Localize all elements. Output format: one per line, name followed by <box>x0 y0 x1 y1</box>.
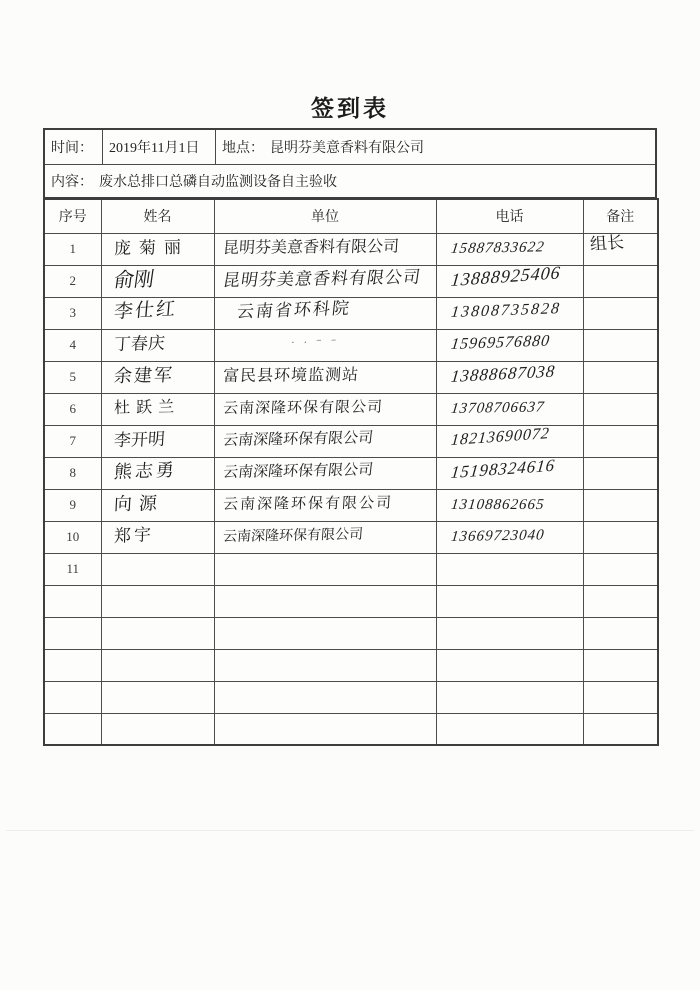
col-header-phone: 电话 <box>436 199 583 233</box>
col-header-name: 姓名 <box>101 199 214 233</box>
handwritten-unit: 富民县环境监测站 <box>222 366 360 386</box>
table-row <box>44 393 658 425</box>
name-cell <box>101 713 214 745</box>
header-row <box>44 199 658 233</box>
phone-cell <box>436 329 583 361</box>
name-cell <box>101 361 214 393</box>
unit-cell <box>214 329 436 361</box>
content-cell <box>45 165 655 197</box>
name-cell <box>101 489 214 521</box>
handwritten-name: 丁春庆 <box>112 333 166 354</box>
note-cell <box>583 393 658 425</box>
handwritten-name: 余建军 <box>112 364 175 387</box>
row-no: 6 <box>44 393 101 425</box>
time-value: 2019年11月1日 <box>103 130 216 164</box>
phone-cell <box>436 553 583 585</box>
col-header-unit: 单位 <box>214 199 436 233</box>
unit-cell <box>214 233 436 265</box>
handwritten-phone: 13808735828 <box>449 300 562 322</box>
handwritten-unit: 云南省环科院 <box>235 297 352 322</box>
name-cell <box>101 457 214 489</box>
handwritten-unit: 云南深隆环保有限公司 <box>222 495 394 514</box>
unit-cell <box>214 297 436 329</box>
unit-cell <box>214 521 436 553</box>
phone-cell <box>436 425 583 457</box>
phone-cell <box>436 681 583 713</box>
row-no: 11 <box>44 553 101 585</box>
table-row <box>44 361 658 393</box>
handwritten-phone: 13108862665 <box>449 497 545 513</box>
row-no <box>44 585 101 617</box>
table-row <box>44 489 658 521</box>
handwritten-phone: 13888925406 <box>449 262 562 291</box>
table-row <box>44 329 658 361</box>
row-no: 9 <box>44 489 101 521</box>
unit-cell <box>214 265 436 297</box>
handwritten-name: 李仕红 <box>112 298 178 324</box>
unit-cell <box>214 649 436 681</box>
unit-cell <box>214 681 436 713</box>
handwritten-name: 俞刚 <box>111 268 156 292</box>
handwritten-phone: 18213690072 <box>449 425 551 450</box>
phone-cell <box>436 297 583 329</box>
unit-cell <box>214 425 436 457</box>
handwritten-phone: 13669723040 <box>449 527 545 546</box>
info-row-time-place <box>45 130 655 165</box>
handwritten-name: 杜跃兰 <box>113 398 180 417</box>
name-cell <box>101 617 214 649</box>
row-no <box>44 617 101 649</box>
handwritten-phone: 15969576880 <box>449 332 551 354</box>
unit-cell <box>214 553 436 585</box>
row-no: 8 <box>44 457 101 489</box>
row-no: 3 <box>44 297 101 329</box>
row-no: 2 <box>44 265 101 297</box>
row-no: 5 <box>44 361 101 393</box>
table-row <box>44 265 658 297</box>
note-cell <box>583 233 658 265</box>
phone-cell <box>436 489 583 521</box>
name-cell <box>101 521 214 553</box>
phone-cell <box>436 457 583 489</box>
table-row-empty <box>44 617 658 649</box>
note-cell <box>583 553 658 585</box>
phone-cell <box>436 649 583 681</box>
unit-cell <box>214 617 436 649</box>
table-row <box>44 425 658 457</box>
note-cell <box>583 521 658 553</box>
handwritten-name: 庞菊丽 <box>113 237 189 258</box>
handwritten-name: 郑宇 <box>113 524 154 546</box>
place-label: 地点： <box>222 141 264 156</box>
note-cell <box>583 329 658 361</box>
table-row <box>44 457 658 489</box>
col-header-no: 序号 <box>44 199 101 233</box>
handwritten-ditto-marks: · · ⁻ ⁻ <box>290 336 340 350</box>
note-cell <box>583 265 658 297</box>
info-row-content <box>45 165 655 197</box>
table-row <box>44 297 658 329</box>
name-cell <box>101 649 214 681</box>
name-cell <box>101 393 214 425</box>
place-value: 昆明芬美意香料有限公司 <box>270 141 424 156</box>
handwritten-name: 向源 <box>112 493 165 515</box>
table-row <box>44 521 658 553</box>
unit-cell <box>214 489 436 521</box>
content-value: 废水总排口总磷自动监测设备自主验收 <box>99 175 337 190</box>
time-label: 时间： <box>45 130 103 164</box>
handwritten-unit: 云南深隆环保有限公司 <box>221 430 374 450</box>
table-row-empty <box>44 585 658 617</box>
table-row-empty <box>44 713 658 745</box>
scan-artifact-line <box>6 830 694 831</box>
handwritten-unit: 云南深隆环保有限公司 <box>221 462 374 482</box>
handwritten-phone: 15887833622 <box>449 239 546 258</box>
handwritten-phone: 15198324616 <box>449 455 556 482</box>
handwritten-name: 李开明 <box>112 429 166 450</box>
name-cell <box>101 681 214 713</box>
phone-cell <box>436 713 583 745</box>
name-cell <box>101 585 214 617</box>
phone-cell <box>436 233 583 265</box>
row-no: 4 <box>44 329 101 361</box>
unit-cell <box>214 457 436 489</box>
note-cell <box>583 585 658 617</box>
row-no <box>44 681 101 713</box>
note-cell <box>583 617 658 649</box>
name-cell <box>101 297 214 329</box>
unit-cell <box>214 361 436 393</box>
note-cell <box>583 489 658 521</box>
note-cell <box>583 457 658 489</box>
name-cell <box>101 553 214 585</box>
row-no <box>44 713 101 745</box>
name-cell <box>101 329 214 361</box>
name-cell <box>101 425 214 457</box>
phone-cell <box>436 361 583 393</box>
phone-cell <box>436 585 583 617</box>
table-row <box>44 233 658 265</box>
page-title: 签到表 <box>311 96 389 121</box>
handwritten-phone: 13888687038 <box>449 360 556 386</box>
phone-cell <box>436 262 583 297</box>
row-no: 10 <box>44 521 101 553</box>
col-header-note: 备注 <box>583 199 658 233</box>
handwritten-phone: 13708706637 <box>449 399 546 418</box>
content-label: 内容： <box>51 175 93 190</box>
handwritten-unit: 昆明芬美意香料有限公司 <box>221 267 422 290</box>
row-no: 1 <box>44 233 101 265</box>
note-cell <box>583 713 658 745</box>
unit-cell <box>214 393 436 425</box>
phone-cell <box>436 617 583 649</box>
name-cell <box>101 265 214 297</box>
note-cell <box>583 361 658 393</box>
handwritten-unit: 昆明芬美意香料有限公司 <box>222 238 400 258</box>
note-cell <box>583 297 658 329</box>
row-no: 7 <box>44 425 101 457</box>
sign-in-table <box>43 198 659 746</box>
table-row <box>44 553 658 585</box>
phone-cell <box>436 521 583 553</box>
note-cell <box>583 425 658 457</box>
phone-cell <box>436 393 583 425</box>
place-cell <box>216 130 655 164</box>
handwritten-unit: 云南深隆环保有限公司 <box>222 399 384 418</box>
note-cell <box>583 649 658 681</box>
note-cell <box>583 681 658 713</box>
unit-cell <box>214 585 436 617</box>
handwritten-name: 熊志勇 <box>112 459 178 483</box>
unit-cell <box>214 713 436 745</box>
table-row-empty <box>44 681 658 713</box>
name-cell <box>101 233 214 265</box>
handwritten-unit: 云南深隆环保有限公司 <box>222 527 364 546</box>
info-table <box>43 128 657 199</box>
handwritten-note: 组长 <box>588 232 625 254</box>
row-no <box>44 649 101 681</box>
table-row-empty <box>44 649 658 681</box>
